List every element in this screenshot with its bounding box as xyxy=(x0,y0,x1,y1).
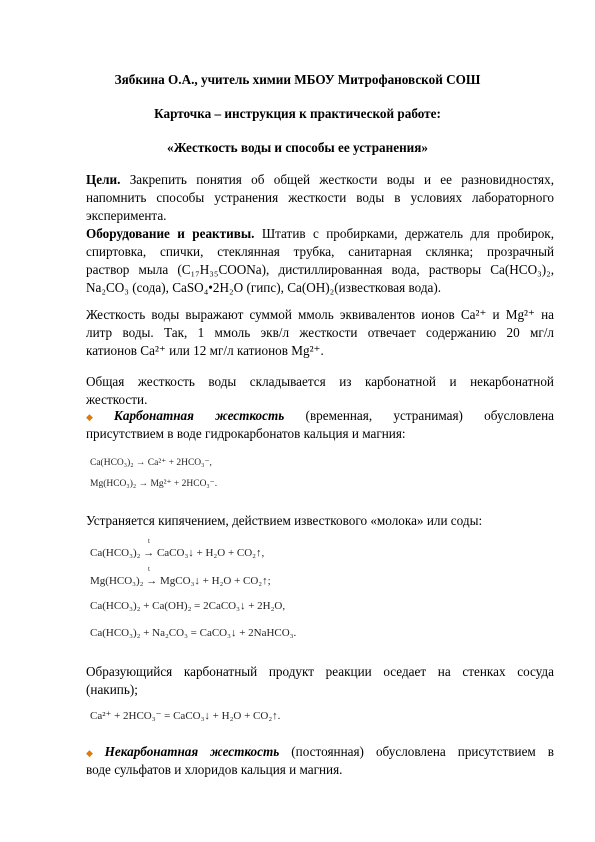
equipment-line-4: Na₂CO₃ (сода), CaSO₄•2H₂O (гипс), Ca(OH)₂(известковая вода). xyxy=(86,280,442,295)
diamond-bullet-icon: ◆ xyxy=(86,412,111,422)
carbonate-term: Карбонатная жесткость xyxy=(113,408,285,423)
scale-line-1: Образующийся карбонатный продукт реакции оседает на стенках сосуда xyxy=(86,664,554,679)
goals-line-3: эксперимента. xyxy=(86,208,167,223)
author-line: Зябкина О.А., учитель химии МБОУ Митрофановской СОШ xyxy=(114,72,481,87)
removal-equation-2: Mg(HCO₃)₂ → MgCO₃↓ + H₂O + CO₂↑; xyxy=(90,575,271,587)
carbonate-line-1 xyxy=(86,408,554,425)
carbonate-line-2: присутствием в воде гидрокарбонатов кальция и магния: xyxy=(86,426,406,441)
removal-line: Устраняется кипячением, действием известкового «молока» или соды: xyxy=(86,513,483,528)
goals-line-1 xyxy=(86,172,554,188)
removal-equation-1: Ca(HCO₃)₂ → CaCO₃↓ + H₂O + CO₂↑, xyxy=(90,547,265,559)
noncarbonate-line-1 xyxy=(86,744,554,761)
scale-line-2: (накипь); xyxy=(86,682,138,697)
carbonate-equation-2: Mg(HCO₃)₂ → Mg²⁺ + 2HCO₃⁻. xyxy=(90,479,218,489)
general-line-2: жесткости. xyxy=(86,392,148,407)
definition-line-3: катионов Ca²⁺ или 12 мг/л катионов Mg²⁺. xyxy=(86,343,324,358)
removal-equation-3: Ca(HCO₃)₂ + Ca(OH)₂ = 2CaCO₃↓ + 2H₂O, xyxy=(90,600,286,612)
definition-line-1: Жесткость воды выражают суммой ммоль эквивалентов ионов Ca²⁺ и Mg²⁺ на xyxy=(86,307,554,322)
carbonate-text-1: (временная, устранимая) обусловлена xyxy=(284,408,554,423)
removal-equation-4: Ca(HCO₃)₂ + Na₂CO₃ = CaCO₃↓ + 2NaHCO₃. xyxy=(90,627,297,639)
noncarbonate-text-1: (постоянная) обусловлена присутствием в xyxy=(279,744,555,759)
scale-equation: Ca²⁺ + 2HCO₃⁻ = CaCO₃↓ + H₂O + CO₂↑. xyxy=(90,710,281,722)
noncarbonate-term: Некарбонатная жесткость xyxy=(104,744,280,759)
heat-mark-2: t xyxy=(148,565,150,573)
work-title: «Жесткость воды и способы ее устранения» xyxy=(167,140,428,155)
equipment-line-2: спиртовка, спички, стеклянная трубка, санитарная склянка; прозрачный xyxy=(86,244,554,259)
equipment-line-1 xyxy=(86,226,554,242)
equipment-label: Оборудование и реактивы. xyxy=(86,226,255,241)
noncarbonate-line-2: воде сульфатов и хлоридов кальция и магния. xyxy=(86,762,343,777)
card-title: Карточка – инструкция к практической работе: xyxy=(154,106,441,121)
diamond-bullet-icon: ◆ xyxy=(86,748,102,758)
goals-label: Цели. xyxy=(86,172,121,187)
equipment-text-1: Штатив с пробирками, держатель для пробирок, xyxy=(254,226,554,241)
goals-line-2: напомнить способы устранения жесткости воды в условиях лабораторного xyxy=(86,190,554,205)
equipment-line-3: раствор мыла (C₁₇H₃₅COONa), дистиллированная вода, растворы Ca(HCO₃)₂, xyxy=(86,262,554,277)
definition-line-2: литр воды. Так, 1 ммоль экв/л жесткости отвечает содержанию 20 мг/л xyxy=(86,325,554,340)
goals-text-1: Закрепить понятия об общей жесткости воды и ее разновидностях, xyxy=(120,172,554,187)
carbonate-equation-1: Ca(HCO₃)₂ → Ca²⁺ + 2HCO₃⁻, xyxy=(90,458,212,468)
heat-mark-1: t xyxy=(148,537,150,545)
general-line-1: Общая жесткость воды складывается из карбонатной и некарбонатной xyxy=(86,374,554,389)
